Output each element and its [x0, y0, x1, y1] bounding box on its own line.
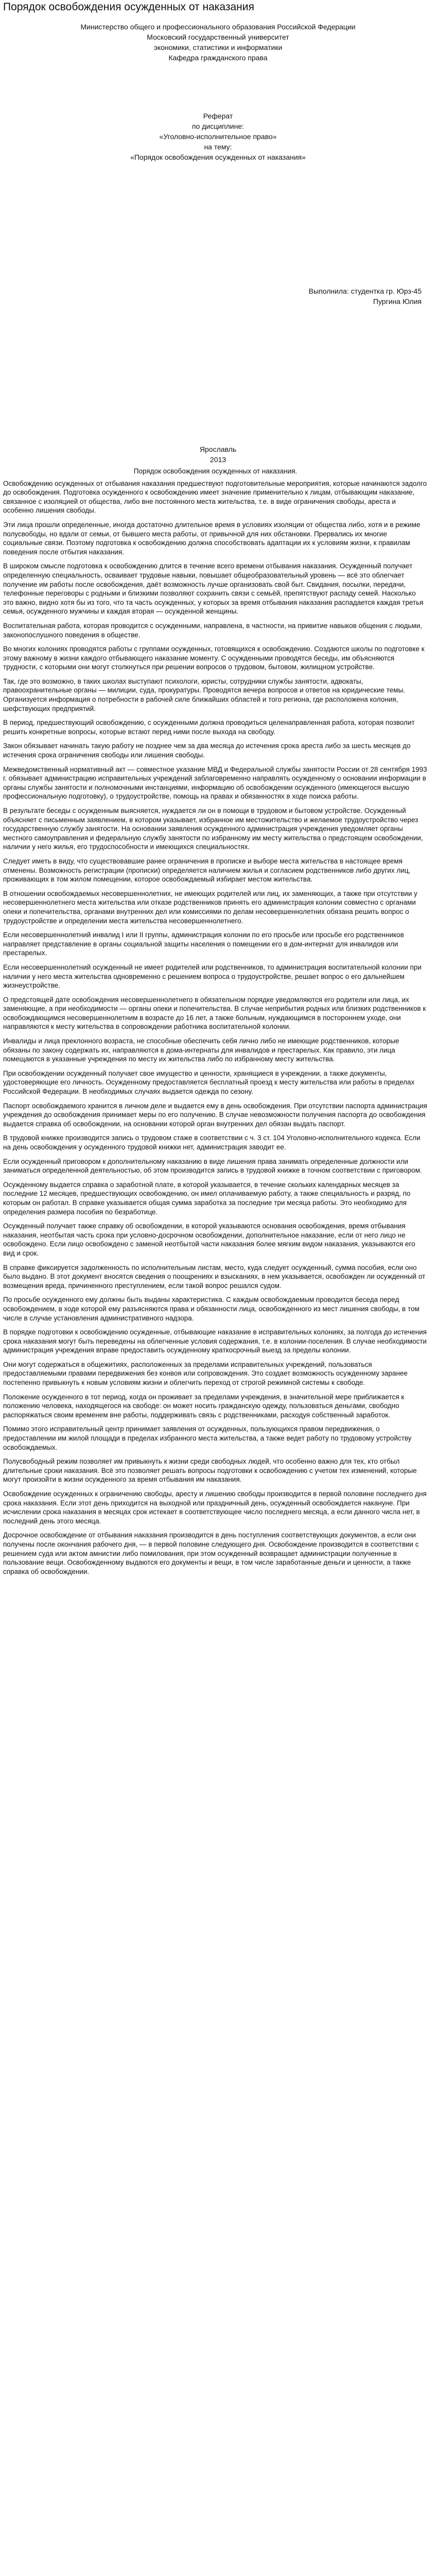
paragraph: В трудовой книжке производится запись о трудовом стаже в соответствии с ч. 3 ст. 104 Уголовно-исполнительного кодекса. Если на день освобождения у осужденного трудовой книжки нет, администрация заводит ее. — [3, 1134, 421, 1151]
paragraph: Досрочное освобождение от отбывания наказания производится в день поступления соответствующих документов, а если они получены после окончания рабочего дня, — в первой половине следующего дня. Освобождение производится в соответствии с решением суда или актом амнистии либо помилования, при этом осужденный возвращает администрации полученные в пользование вещи. Освобожденному выдаются его документы и вещи, в том числе заработанные деньги и ценности, а также справка об освобождении. — [3, 1531, 419, 1575]
section-heading: Порядок освобождения осужденных от наказания. — [133, 467, 298, 475]
paragraph: Эти лица прошли определенные, иногда достаточно длительное время в условиях изоляции от общества либо, хотя и в режиме полусвободы, но вдали от семьи, от бывшего места работы, от привычной для них обстановки. Прервались их многие социальные связи. Поэтому подготовка к освобождению должна способствовать адаптации их к условиям жизни, к правилам поведения после отбытия наказания. — [3, 520, 421, 556]
paragraph: В порядке подготовки к освобождению осужденные, отбывающие наказание в исправительных колониях, за полгода до истечения срока наказания могут быть переведены на облегченные условия содержания, т.е. в колонии-поселения. В случае необходимости администрация учреждения вправе предоставить осужденному краткосрочный выезд за пределы колонии. — [3, 1328, 427, 1354]
header-line: Министерство общего и профессионального образования Российской Федерации — [80, 23, 356, 31]
paragraph: Если несовершеннолетний инвалид I или II группы, администрация колонии по его просьбе или просьбе его родственников направляет представление в органы социальной защиты населения о помещении его в дом-интернат для инвалидов или престарелых. — [3, 931, 404, 957]
city: Ярославль — [199, 445, 237, 453]
author-line: Выполнила: студентка гр. Юрз-45 — [308, 287, 422, 295]
ministry-header — [0, 22, 436, 63]
paragraph: Если осужденный приговором к дополнительному наказанию в виде лишения права занимать определенные должности или заниматься определенной деятельностью, об этом производится запись в трудовой книжке в точном соответствии с приговором. — [3, 1157, 422, 1175]
author-block — [309, 286, 422, 307]
paragraph: Во многих колониях проводятся работы с группами осужденных, готовящихся к освобождению. Создаются школы по подготовке к этому важному в жизни каждого отбывающего наказание моменту. С осужденными проводятся беседы, им объясняются трудности, с которыми они могут столкнуться при решении вопросов о трудовом, бытовом, жилищном устройстве. — [3, 645, 425, 671]
paragraph: В результате беседы с осужденным выясняется, нуждается ли он в помощи в трудовом и бытовом устройстве. Осужденный объясняет с письменным заявлением, в котором указывает, избранное им местожительство и желаемое трудоустройство через государственную службу занятости. На основании заявления осужденного администрация учреждения уведомляет органы местного самоуправления и федеральную службу занятости по избранному им месту жительства о предстоящем освобождении, наличии у него жилья, его трудоспособности и имеющихся специальностях. — [3, 807, 423, 851]
paragraph: Межведомственный нормативный акт — совместное указание МВД и Федеральной службы занятости России от 28 сентября 1993 г. обязывает администрацию исправительных учреждений заблаговременно направлять осужденному о основании информации в органы службы занятости и полномочными инстанциями, информацию об освобождении осужденного (имеющегося высшую профессиональную подготовку), о трудоустройстве, помощь на правах и обязанностях в ходе поиска работы. — [3, 765, 427, 801]
referat-block — [0, 111, 436, 162]
header-line: Московский государственный университет — [147, 33, 289, 41]
paragraph: При освобождении осужденный получает свое имущество и ценности, хранящиеся в учреждении, а также документы, удостоверяющие его личность. Осужденному предоставляется бесплатный проезд к месту жительства или работы в пределах Российской Федерации. В необходимых случаях выдается одежда по сезону. — [3, 1069, 415, 1096]
paragraph: Осужденный получает также справку об освобождении, в которой указываются основания освобождения, время отбывания наказания, неотбытая часть срока при условно-досрочном освобождении, дополнительное наказание, если от него лицо не освобождено. Если лицо освобождено с заменой неотбытой части наказания более мягким видом наказания, указываются его вид и срок. — [3, 1222, 415, 1257]
paragraph: По просьбе осужденного ему должны быть выданы характеристика. С каждым освобождаемым проводится беседа перед освобождением, в ходе которой ему разъясняются права и обязанности лица, освобожденного из мест лишения свободы, в том числе в случае установления административного надзора. — [3, 1296, 420, 1322]
paragraph: Полусвободный режим позволяет им привыкнуть к жизни среди свободных людей, что особенно важно для тех, кто отбыл длительные сроки наказания. Всё это позволяет решать вопросы подготовки к освобождению с учетом тех изменений, которые могут произойти в жизни осужденного за время отбывания им наказания. — [3, 1458, 417, 1484]
paragraph: Помимо этого исправительный центр принимает заявления от осужденных, пользующихся правом передвижения, о предоставлении им жилой площади в пределах избранного места жительства, а также ведет работу по трудовому устройству освобождаемых. — [3, 1425, 412, 1451]
paragraph: Закон обязывает начинать такую работу не позднее чем за два месяца до истечения срока ареста либо за шесть месяцев до истечения срока ограничения свободы или лишения свободы. — [3, 742, 411, 759]
paragraph: Освобождение осужденных к ограничению свободы, аресту и лишению свободы производится в первой половине последнего дня срока наказания. Если этот день приходится на выходной или праздничный день, осужденный освобождается накануне. При исчислении срока наказания в месяцах срок истекает в соответствующее число последнего месяца, а если данного числа нет, в последний день этого месяца. — [3, 1490, 427, 1525]
referat-line: Реферат — [203, 112, 233, 120]
paragraph: В период, предшествующий освобождению, с осужденными должна проводиться целенаправленная работа, которая позволит решить конкретные вопросы, которые встают перед ними после выхода на свободу. — [3, 719, 415, 736]
paragraph: Паспорт освобождаемого хранится в личном деле и выдается ему в день освобождения. При отсутствии паспорта администрация учреждения до освобождения принимает меры по его получению. В случае невозможности получения паспорта до освобождения выдается справка об освобождении, на основании которой орган внутренних дел обязан выдать паспорт. — [3, 1101, 427, 1128]
paragraph: В широком смысле подготовка к освобождению длится в течение всего времени отбывания наказания. Осужденный получает определенную специальность, осваивает трудовые навыки, повышает общеобразовательный уровень — всё это облегчает получение им работы после освобождения, даёт возможность лучше организовать свой быт. Свидания, посылки, передачи, телефонные переговоры с родными и близкими позволяют сохранить связи с семьёй, препятствуют распаду семей. Насколько это важно, видно хотя бы из того, что та часть осужденных, у которых за время отбывания наказания распадается каждая третья семья, осужденного мужчины и каждая вторая — осужденной женщины. — [3, 562, 424, 616]
paragraph: Осужденному выдается справка о заработной плате, в которой указывается, в течение скольких календарных месяцев за последние 12 месяцев, предшествующих освобождению, он имел оплачиваемую работу, а также специальность и разряд, по которым он работал. В справке указывается общая сумма заработка за последние три месяца работы. Это необходимо для определения размера пособия по безработице. — [3, 1180, 411, 1216]
year: 2013 — [210, 455, 226, 464]
referat-line: «Уголовно-исполнительное право» — [159, 132, 277, 141]
author-line: Пургина Юлия — [373, 297, 422, 306]
referat-line: по дисциплине: — [191, 122, 245, 130]
referat-line: на тему: — [204, 143, 232, 151]
paragraph: Инвалиды и лица преклонного возраста, не способные обеспечить себя лично либо не имеющие родственников, которые обязаны по закону содержать их, направляются в дома-интернаты для инвалидов и престарелых. Как правило, эти лица помещаются в указанные учреждения по месту их жительства либо по избранному месту жительства. — [3, 1037, 399, 1063]
paragraph: Воспитательная работа, которая проводится с осужденными, направлена, в частности, на привитие навыков общения с людьми, законопослушного поведения в обществе. — [3, 621, 422, 639]
paragraph: Так, где это возможно, в таких школах выступают психологи, юристы, сотрудники службы занятости, адвокаты, правоохранительные органы — милиции, суда, прокуратуры. Проводятся вечера вопросов и ответов на юридические темы. Организуется информация о потребности в рабочей силе ближайших областей и того региона, где расположена колония, шефствующих предприятий. — [3, 677, 405, 713]
header-line: Кафедра гражданского права — [168, 54, 268, 62]
referat-line: «Порядок освобождения осужденных от наказания» — [130, 153, 306, 161]
paragraph: В отношении освобождаемых несовершеннолетних, не имеющих родителей или лиц, их заменяющих, а также при отсутствии у несовершеннолетнего места жительства или отказе родственников принять его администрация колонии совместно с органами опеки и попечительства, органами внутренних дел или комиссиями по делам несовершеннолетних обязана решить вопрос о трудоустройстве и определении места жительства несовершеннолетнего. — [3, 889, 417, 925]
header-line: экономики, статистики и информатики — [153, 43, 283, 52]
city-year-block — [0, 444, 436, 465]
document-body — [3, 467, 428, 1581]
paragraph: Если несовершеннолетний осужденный не имеет родителей или родственников, то администрация воспитательной колонии при наличии у него места жительства одновременно с решением вопроса о трудоустройстве, решает вопрос о его дальнейшем жизнеустройстве. — [3, 963, 422, 990]
paragraph: В справке фиксируется задолженность по исполнительным листам, место, куда следует осужденный, сумма пособия, если оно было выдано. В этот документ вносятся сведения о поощрениях и взысканиях, в нем указывается, освобожден ли осужденный от возмещения вреда, причиненного преступлением, если такой вопрос решался судом. — [3, 1263, 426, 1290]
paragraph: Освобождению осужденных от отбывания наказания предшествуют подготовительные мероприятия, которые начинаются задолго до освобождения. Подготовка осужденного к освобождению имеет значение применительно к лицам, отбывающим наказание, связанное с изоляцией от общества, либо вне постоянного места жительства, т.е. в виде ограничения свободы, ареста и особенно лишения свободы. — [3, 479, 427, 515]
paragraph: Следует иметь в виду, что существовавшие ранее ограничения в прописке и выборе места жительства в настоящее время отменены. Возможность регистрации (прописки) определяется наличием жилья и согласием родственников либо других лиц, проживающих в том жилом помещении, которое освобождаемый избирает местом жительства. — [3, 857, 411, 884]
document-title: Порядок освобождения осужденных от наказания — [3, 1, 254, 13]
paragraph: Положение осужденного в тот период, когда он проживает за пределами учреждения, в значительной мере приближается к положению человека, находящегося на свободе: он может носить гражданскую одежду, пользоваться деньгами, свободно распоряжаться своим временем вне работы, поддерживать связь с родственниками, расходуя собственный заработок. — [3, 1393, 405, 1419]
paragraph: Они могут содержаться в общежитиях, расположенных за пределами исправительных учреждений, пользоваться предоставляемыми правами передвижения без конвоя или сопровождения. Это создает возможность осужденному заранее постепенно привыкнуть к новым условиям жизни и облегчить переход от строгой режимной системы к свободе. — [3, 1360, 408, 1387]
paragraph: О предстоящей дате освобождения несовершеннолетнего в обязательном порядке уведомляются его родители или лица, их заменяющие, а при необходимости — органы опеки и попечительства. В случае неприбытия родных или близких родственников к освобождающимся несовершеннолетним в возрасте до 16 лет, а также больным, нуждающимся в постороннем уходе, они направляются к месту жительства в сопровождении работника воспитательной колонии. — [3, 995, 426, 1031]
